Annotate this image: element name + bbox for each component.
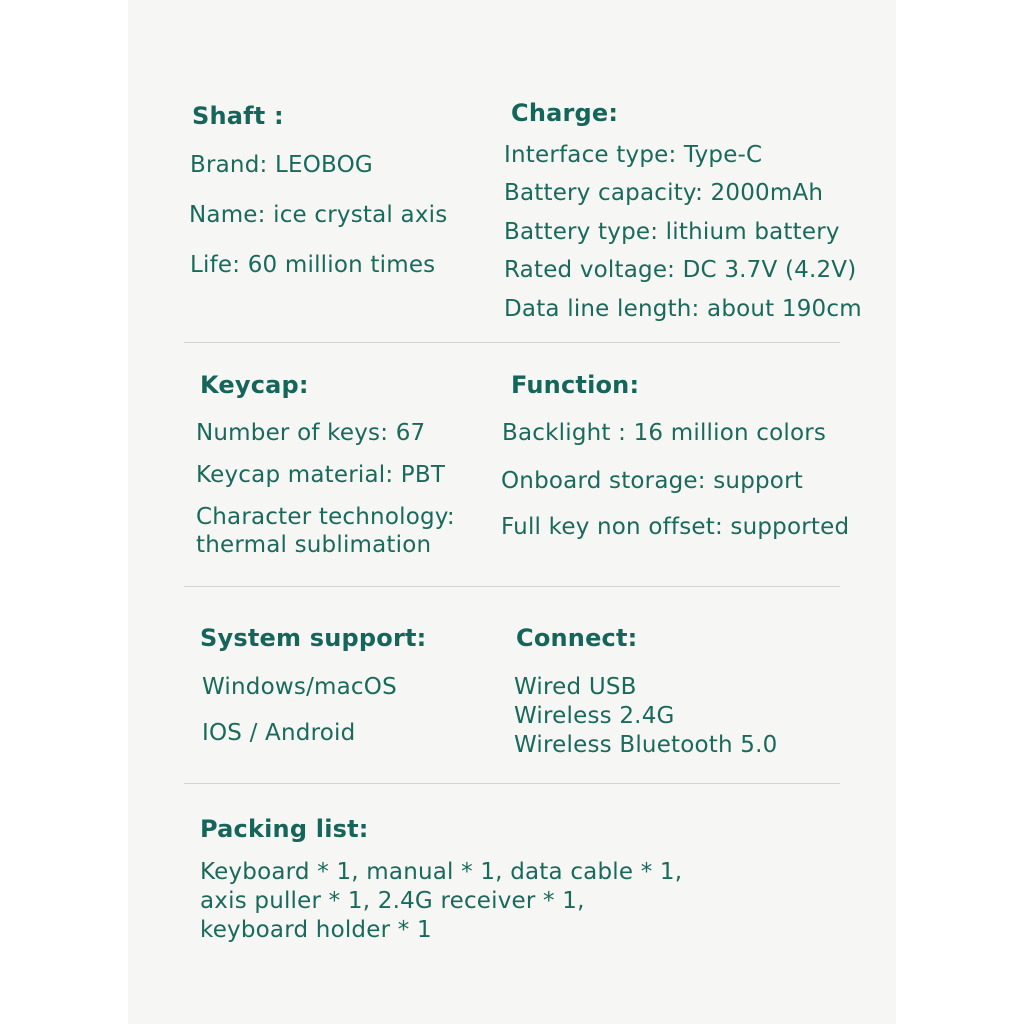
section-divider xyxy=(184,783,840,784)
keycap-keys: Number of keys: 67 xyxy=(196,420,426,446)
keycap-technology: Character technology: xyxy=(196,504,455,530)
keycap-heading: Keycap: xyxy=(200,371,309,399)
section-divider xyxy=(184,586,840,587)
charge-heading: Charge: xyxy=(511,99,619,127)
shaft-life: Life: 60 million times xyxy=(190,252,436,278)
charge-battery-type: Battery type: lithium battery xyxy=(504,219,840,245)
charge-capacity: Battery capacity: 2000mAh xyxy=(504,180,824,206)
packing-line-1: Keyboard * 1, manual * 1, data cable * 1, xyxy=(200,859,683,885)
system-mobile: IOS / Android xyxy=(202,720,356,746)
charge-cable-length: Data line length: about 190cm xyxy=(504,296,862,322)
connect-wireless: Wireless 2.4G xyxy=(514,703,675,729)
packing-line-3: keyboard holder * 1 xyxy=(200,917,432,943)
section-divider xyxy=(184,342,840,343)
system-desktop: Windows/macOS xyxy=(202,674,397,700)
shaft-name: Name: ice crystal axis xyxy=(189,202,448,228)
packing-heading: Packing list: xyxy=(200,815,369,843)
charge-voltage: Rated voltage: DC 3.7V (4.2V) xyxy=(504,257,857,283)
charge-interface: Interface type: Type-C xyxy=(504,142,763,168)
connect-wired: Wired USB xyxy=(514,674,637,700)
connect-heading: Connect: xyxy=(516,624,638,652)
function-heading: Function: xyxy=(511,371,640,399)
function-storage: Onboard storage: support xyxy=(501,468,803,494)
keycap-technology-value: thermal sublimation xyxy=(196,532,432,558)
function-non-offset: Full key non offset: supported xyxy=(501,514,850,540)
system-heading: System support: xyxy=(200,624,427,652)
keycap-material: Keycap material: PBT xyxy=(196,462,446,488)
shaft-heading: Shaft : xyxy=(192,102,284,130)
shaft-brand: Brand: LEOBOG xyxy=(190,152,373,178)
connect-bluetooth: Wireless Bluetooth 5.0 xyxy=(514,732,778,758)
function-backlight: Backlight : 16 million colors xyxy=(502,420,827,446)
packing-line-2: axis puller * 1, 2.4G receiver * 1, xyxy=(200,888,585,914)
